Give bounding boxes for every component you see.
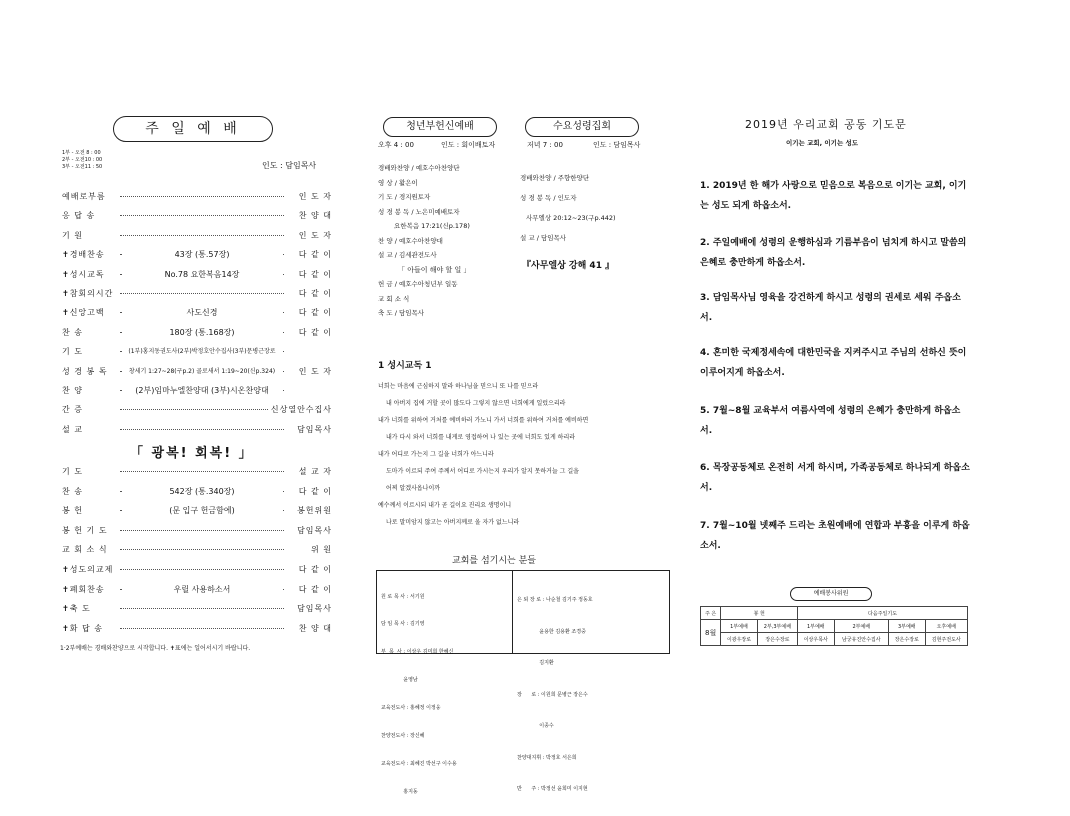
order-person: 다 같 이 xyxy=(296,327,332,338)
reading-line: 내 아버지 집에 거할 곳이 많도다 그렇지 않으면 너희에게 일렀으리라 xyxy=(386,400,566,407)
table-value-cell: 장은수장로 xyxy=(889,633,925,646)
youth-line: 요한복음 17:21(신p.178) xyxy=(394,222,470,230)
order-person: 인 도 자 xyxy=(296,191,332,202)
staff-line: 윤영남 xyxy=(381,677,418,684)
prayer-item: 5. 7월~8월 교육부서 여름사역에 성령의 은혜가 충만하게 하옵소서. xyxy=(700,406,961,436)
main-service-title: 주 일 예 배 xyxy=(113,116,273,142)
reading-line: 내가 너희를 위하여 거처를 예비하러 가노니 가서 너희를 위하여 거처를 예비하면 xyxy=(378,417,589,424)
dotted-leader xyxy=(120,569,284,570)
order-person: 담임목사 xyxy=(294,603,332,614)
staff-line: 윤용한 김용환 조경중 xyxy=(517,628,586,635)
reading-line: 나로 말미암지 않고는 아버지께로 올 자가 없느니라 xyxy=(386,519,520,526)
order-label: ✝경배찬송 xyxy=(62,250,105,260)
order-person: 찬 양 대 xyxy=(296,210,332,221)
order-row xyxy=(62,382,332,400)
order-row xyxy=(62,483,332,501)
order-label: 찬 송 xyxy=(62,327,83,337)
order-label: ✝폐회찬송 xyxy=(62,584,105,594)
order-person: 설 교 자 xyxy=(296,466,332,477)
reading-line: 도마가 이르되 주여 주께서 어디로 가시는지 우리가 알지 못하거늘 그 길을 xyxy=(386,468,579,475)
order-person: 다 같 이 xyxy=(296,269,332,280)
order-row xyxy=(62,266,332,284)
order-label: 성 경 봉 독 xyxy=(62,366,108,376)
youth-time: 오후 4 : 00 xyxy=(378,141,414,149)
order-row xyxy=(62,561,332,579)
dotted-leader xyxy=(120,235,284,236)
order-label: 기 도 xyxy=(62,467,83,476)
table-sub-cell: 1부예배 xyxy=(798,620,834,633)
order-row xyxy=(62,502,332,520)
staff-title: 교회를 섬기시는 분들 xyxy=(452,556,536,566)
order-label: 봉 헌 기 도 xyxy=(62,525,108,535)
order-detail: No.78 요한복음14장 xyxy=(122,269,282,280)
prayer-item: 7. 7월~10월 넷째주 드리는 초원예배에 연합과 부흥을 이루게 하옵소서. xyxy=(700,521,970,551)
prayer-item: 3. 담임목사님 영육을 강건하게 하시고 성령의 권세로 세워 주옵소서. xyxy=(700,293,961,323)
order-label: ✝성시교독 xyxy=(62,269,105,279)
service-time: 3부 - 오전11 : 50 xyxy=(62,164,103,170)
staff-line: 원 로 목 사 : 서기원 xyxy=(381,593,425,600)
table-sub-cell: 1부예배 xyxy=(721,620,757,633)
wednesday-line: 경배와찬양 / 주향한양단 xyxy=(520,174,590,182)
order-label: 예배로부름 xyxy=(62,192,106,201)
order-person: 인 도 자 xyxy=(296,230,332,241)
order-label: 설 교 xyxy=(62,424,83,434)
dotted-leader xyxy=(120,215,284,216)
order-row xyxy=(62,463,332,481)
youth-line: 축 도 / 담임목사 xyxy=(378,309,425,317)
leader-label: 인도 : 담임목사 xyxy=(262,161,317,170)
reading-title: 1 성시교독 1 xyxy=(378,361,432,371)
order-person: 인 도 자 xyxy=(296,366,332,377)
order-label: 응 답 송 xyxy=(62,211,96,221)
sermon-title: 「 광복! 회복! 」 xyxy=(130,446,254,461)
wednesday-order xyxy=(520,168,670,248)
staff-divider xyxy=(512,571,513,653)
youth-line: 교 회 소 식 xyxy=(378,294,410,303)
reading-text xyxy=(378,378,668,531)
order-row xyxy=(62,304,332,322)
order-person: 다 같 이 xyxy=(296,249,332,260)
order-detail: 창세기 1:27~28(구p.2) 골로새서 1:19~20(신p.324) xyxy=(122,366,282,375)
reading-line: 어찌 알겠사옵나이까 xyxy=(386,485,441,492)
youth-line: 설 교 / 김세관전도사 xyxy=(378,251,437,259)
youth-line: 찬 양 / 예호수아찬양대 xyxy=(378,236,443,245)
staff-line: 교육전도사 : 최혜진 박선구 이수용 xyxy=(381,760,457,767)
wednesday-line: 사무엘상 20:12~23(구p.442) xyxy=(526,214,616,222)
prayer-item: 4. 혼미한 국제정세속에 대한민국을 지켜주시고 주님의 선하신 뜻이 이루어지게 하옵소서. xyxy=(700,348,967,378)
order-detail: (문 입구 헌금함에) xyxy=(122,505,282,516)
order-label: ✝화 답 송 xyxy=(62,623,103,633)
wednesday-line: 성 경 봉 독 / 인도자 xyxy=(520,194,577,202)
order-person: 다 같 이 xyxy=(296,288,332,299)
reading-line: 예수께서 이르시되 내가 곧 길이요 진리요 생명이니 xyxy=(378,502,512,509)
staff-left-list xyxy=(381,574,457,816)
dotted-leader xyxy=(120,409,284,410)
service-committee-title: 예배봉사위원 xyxy=(790,587,872,601)
staff-line: 반 주 : 박정선 윤희미 이지현 xyxy=(517,786,588,792)
order-row xyxy=(62,581,332,599)
table-value-cell: 남궁유진안수집사 xyxy=(834,633,889,646)
staff-line: 은 퇴 장 로 : 나순철 김기주 정동호 xyxy=(517,597,593,603)
order-label: 기 도 xyxy=(62,347,83,357)
order-detail: 사도신경 xyxy=(122,307,282,318)
service-times xyxy=(62,150,102,171)
wednesday-service-title: 수요성령집회 xyxy=(525,117,639,137)
order-row xyxy=(62,600,332,618)
order-label: 간 증 xyxy=(62,405,83,415)
staff-box xyxy=(376,570,670,795)
order-person: 신상열안수집사 xyxy=(268,404,332,415)
order-label: 찬 송 xyxy=(62,486,83,496)
order-row xyxy=(62,363,332,381)
order-label: 교 회 소 식 xyxy=(62,545,108,555)
dotted-leader xyxy=(120,530,284,531)
order-detail: 542장 (통.340장) xyxy=(122,486,282,497)
table-sub-cell: 2부예배 xyxy=(834,620,889,633)
order-row xyxy=(62,246,332,264)
service-time: 1부 - 오전 8 : 00 xyxy=(62,150,101,156)
dotted-leader xyxy=(120,471,284,472)
order-row xyxy=(62,207,332,225)
staff-line: 부 목 사 : 이상우 김미희 한혜신 xyxy=(381,649,454,656)
table-value-cell: 이상우목사 xyxy=(798,633,834,646)
order-label: ✝신앙고백 xyxy=(62,308,105,318)
table-value-cell: 이광우장로 xyxy=(721,633,757,646)
order-person: 다 같 이 xyxy=(296,486,332,497)
staff-line: 찬양전도사 : 장신혜 xyxy=(381,733,425,740)
reading-line: 너희는 마음에 근심하지 말라 하나님을 믿으니 또 나를 믿으라 xyxy=(378,383,539,390)
wednesday-leader: 인도 : 담임목사 xyxy=(593,141,641,149)
order-row xyxy=(62,324,332,342)
wednesday-line: 설 교 / 담임목사 xyxy=(520,234,567,242)
order-person: 봉헌위원 xyxy=(294,505,332,516)
staff-line: 김지환 xyxy=(517,660,554,666)
youth-line: 「 아들이 해야 할 일 」 xyxy=(398,265,471,274)
service-time: 2부 - 오전10 : 00 xyxy=(62,157,103,163)
table-value-cell: 장은수장로 xyxy=(757,633,797,646)
order-row xyxy=(62,188,332,206)
order-person: 다 같 이 xyxy=(296,564,332,575)
youth-line: 헌 금 / 예호수아청년부 일동 xyxy=(378,280,458,288)
order-row xyxy=(62,421,332,439)
table-head-cell: 봉 헌 xyxy=(721,607,798,620)
order-label: 찬 양 xyxy=(62,386,83,395)
table-month: 8월 xyxy=(701,620,721,646)
table-sub-cell: 오후예배 xyxy=(925,620,968,633)
order-person: 찬 양 대 xyxy=(296,623,332,634)
dotted-leader xyxy=(120,608,284,609)
table-sub-cell: 3부예배 xyxy=(889,620,925,633)
prayer-item: 2. 주일예배에 성령의 운행하심과 기름부음이 넘치게 하시고 말씀의 은혜로 충만하게 하옵소서. xyxy=(700,238,967,268)
dotted-leader xyxy=(120,628,284,629)
order-row xyxy=(62,343,332,361)
prayer-title: 2019년 우리교회 공동 기도문 xyxy=(745,118,907,131)
dotted-leader xyxy=(120,429,284,430)
wednesday-time: 저녁 7 : 00 xyxy=(527,141,563,149)
staff-line: 찬양대지휘 : 박정호 서은희 xyxy=(517,754,577,761)
footnote: 1·2부예배는 경배와찬양으로 시작합니다. ✝표에는 일어서시기 바랍니다. xyxy=(60,645,251,652)
staff-line: 장 로 : 이원희 문병근 장은수 xyxy=(517,691,588,698)
youth-line: 기 도 / 경지원토자 xyxy=(378,193,431,201)
youth-line: 성 경 봉 독 / 노은미예배토자 xyxy=(378,207,460,216)
order-row xyxy=(62,285,332,303)
prayer-subtitle: 이기는 교회, 이기는 성도 xyxy=(786,139,859,147)
service-table xyxy=(700,606,968,646)
staff-line: 교육전도사 : 홍혜정 이정웅 xyxy=(381,705,441,712)
table-value-cell: 김현주전도사 xyxy=(925,633,968,646)
order-person: 담임목사 xyxy=(294,525,332,536)
reading-line: 내가 어디로 가는지 그 길을 너희가 아느니라 xyxy=(378,451,494,458)
order-person: 다 같 이 xyxy=(296,307,332,318)
order-detail: 우릴 사용하소서 xyxy=(122,584,282,595)
order-person: 위 원 xyxy=(308,544,332,555)
youth-line: 영 상 / 활은이 xyxy=(378,178,418,187)
order-detail: (2부)임마누엘찬양대 (3부)시온찬양대 xyxy=(122,385,282,396)
prayer-item: 1. 2019년 한 해가 사랑으로 믿음으로 복음으로 이기는 교회, 이기는 성도 되게 하옵소서. xyxy=(700,181,967,211)
table-sub-cell: 2부,3부예배 xyxy=(757,620,797,633)
order-label: ✝축 도 xyxy=(62,604,91,614)
reading-line: 내가 다시 와서 너희를 내게로 영접하여 나 있는 곳에 너희도 있게 하리라 xyxy=(386,434,576,441)
youth-service-title: 청년부헌신예배 xyxy=(383,117,497,137)
order-person: 다 같 이 xyxy=(296,584,332,595)
order-row xyxy=(62,227,332,245)
staff-line: 홍지동 xyxy=(381,788,418,795)
order-person: 담임목사 xyxy=(294,424,332,435)
table-head-cell: 주 은 xyxy=(701,607,721,620)
order-label: 봉 헌 xyxy=(62,506,83,516)
dotted-leader xyxy=(120,549,284,550)
youth-leader: 인도 : 회이배토자 xyxy=(441,141,496,149)
order-label: 기 원 xyxy=(62,230,83,240)
order-detail: 180장 (통.168장) xyxy=(122,327,282,338)
dotted-leader xyxy=(120,196,284,197)
dotted-leader xyxy=(120,293,284,294)
order-detail: (1부)홍지동권도사(2부)박정호안수집사(3부)문병근장로 xyxy=(122,346,282,355)
order-detail: 43장 (통.57장) xyxy=(122,249,282,260)
staff-line: 담 임 목 사 : 김기영 xyxy=(381,621,425,628)
order-label: ✝참회의시간 xyxy=(62,289,114,298)
youth-order xyxy=(378,161,518,321)
order-row xyxy=(62,541,332,559)
staff-right-list xyxy=(517,574,593,816)
order-row xyxy=(62,620,332,638)
table-head-cell: 다음주일기도 xyxy=(798,607,968,620)
youth-line: 경배와찬양 / 예호수아찬양단 xyxy=(378,164,460,172)
order-label: ✝성도의교제 xyxy=(62,565,114,574)
wednesday-series: 『사무엘상 강해 41 』 xyxy=(522,261,615,271)
staff-line: 이종수 xyxy=(517,723,554,729)
order-row xyxy=(62,522,332,540)
prayer-item: 6. 목장공동체로 온전히 서게 하시며, 가족공동체로 하나되게 하옵소서. xyxy=(700,463,970,493)
order-row xyxy=(62,401,332,419)
